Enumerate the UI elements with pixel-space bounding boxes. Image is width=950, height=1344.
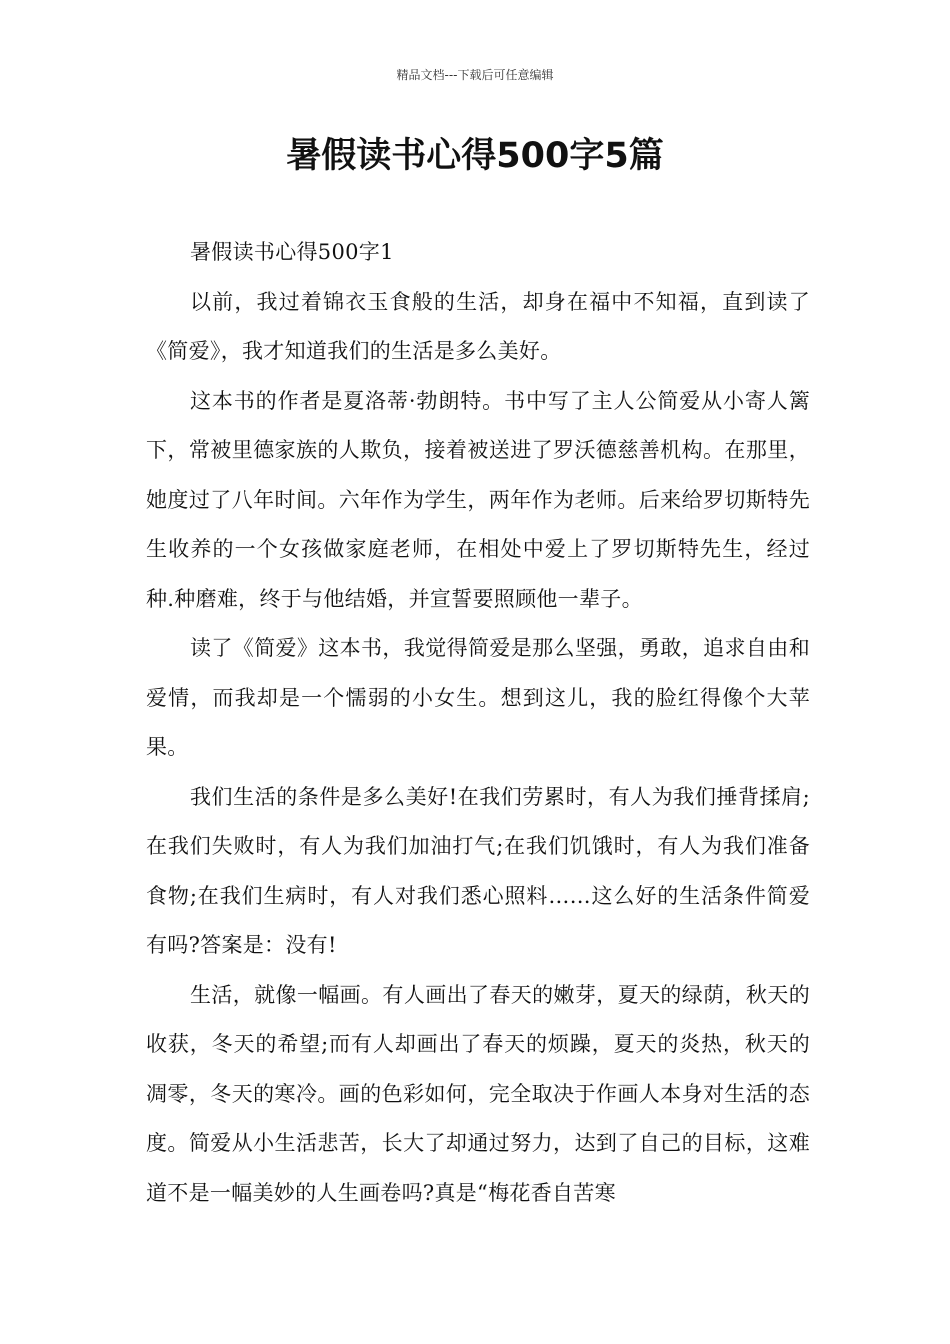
header-note: 精品文档---下载后可任意编辑 — [396, 68, 554, 82]
document-title: 暑假读书心得500字5篇 — [286, 136, 664, 176]
paragraph: 这本书的作者是夏洛蒂·勃朗特。书中写了主人公简爱从小寄人篱下，常被里德家族的人欺负，接着被送进了罗沃德慈善机构。在那里，她度过了八年时间。六年作为学生，两年作为老师。后来给罗切斯特先生收养的一个女孩做家庭老师，在相处中爱上了罗切斯特先生，经过种.种磨难，终于与他结婚，并宣誓要照顾他一辈子。 — [146, 388, 810, 611]
paragraph: 以前，我过着锦衣玉食般的生活，却身在福中不知福，直到读了《简爱》，我才知道我们的生活是多么美好。 — [146, 289, 810, 363]
paragraph: 生活，就像一幅画。有人画出了春天的嫩芽，夏天的绿荫，秋天的收获，冬天的希望;而有人却画出了春天的烦躁，夏天的炎热，秋天的凋零，冬天的寒冷。画的色彩如何，完全取决于作画人本身对生活的态度。简爱从小生活悲苦，长大了却通过努力，达到了自己的目标，这难道不是一幅美妙的人生画卷吗?真是“梅花香自苦寒 — [146, 982, 810, 1205]
paragraph: 我们生活的条件是多么美好!在我们劳累时，有人为我们捶背揉肩;在我们失败时，有人为我们加油打气;在我们饥饿时，有人为我们准备食物;在我们生病时，有人对我们悉心照料……这么好的生活条件简爱有吗?答案是：没有! — [146, 784, 810, 957]
paragraph: 读了《简爱》这本书，我觉得简爱是那么坚强，勇敢，追求自由和爱情，而我却是一个懦弱的小女生。想到这儿，我的脸红得像个大苹果。 — [146, 636, 810, 759]
section-heading: 暑假读书心得500字1 — [190, 240, 394, 264]
document-body — [146, 228, 810, 1218]
